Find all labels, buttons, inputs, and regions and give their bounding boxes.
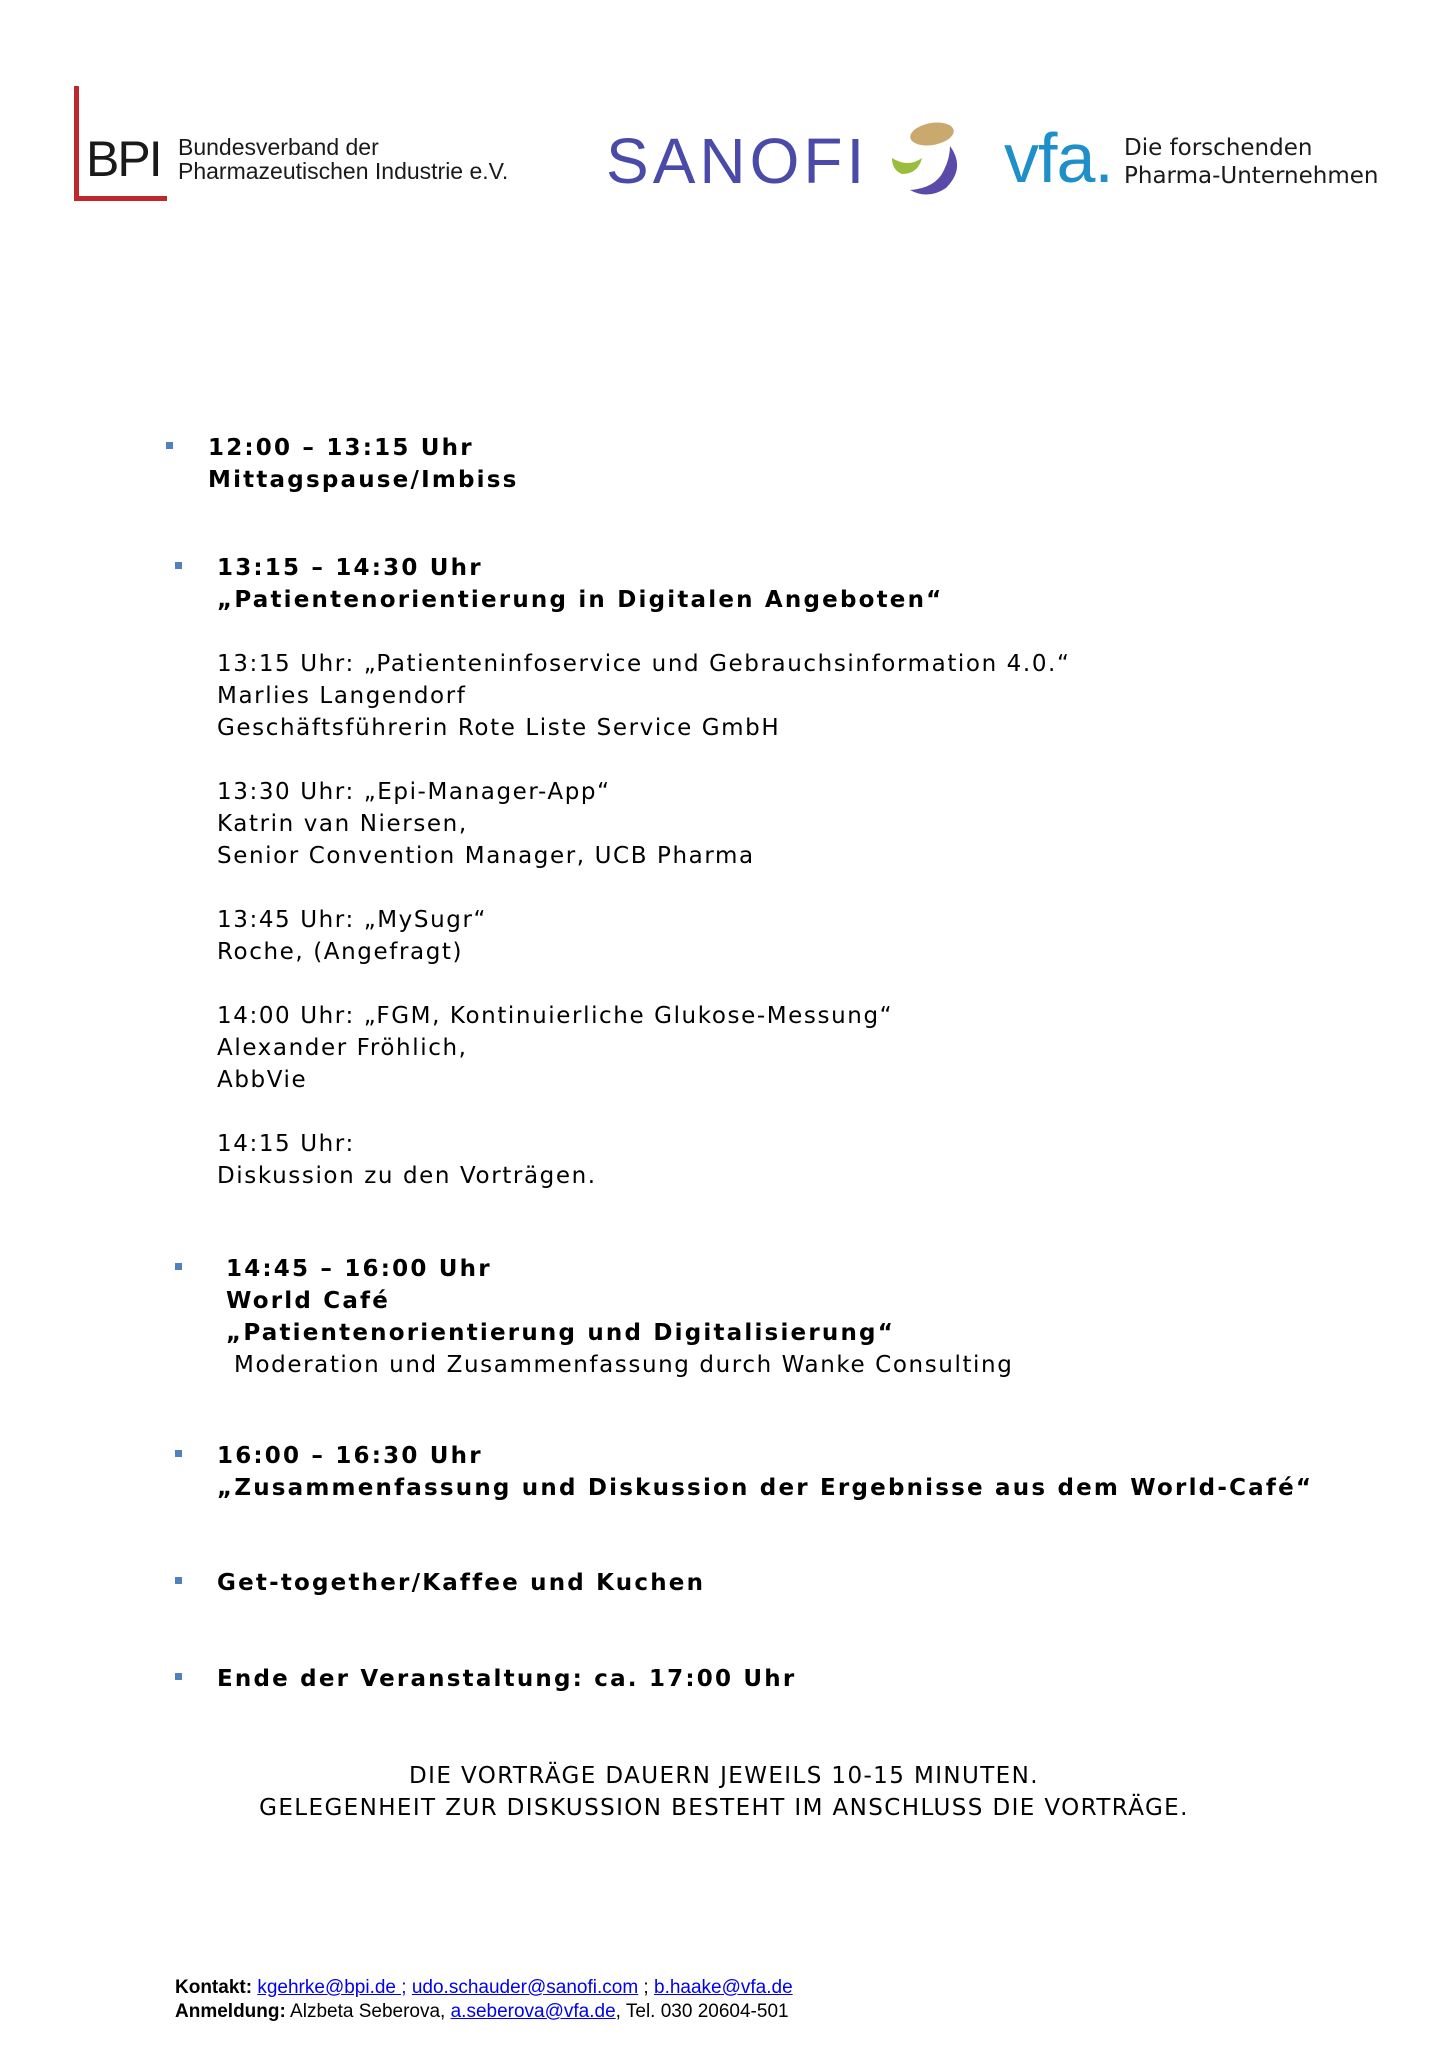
talk-title: 13:30 Uhr: „Epi-Manager-App“: [217, 779, 611, 805]
talk-title: 13:45 Uhr: „MySugr“: [217, 907, 488, 933]
duration-note: [0, 1760, 1448, 1824]
agenda-subtitle: World Café: [226, 1288, 391, 1314]
bullet-icon: [175, 562, 182, 569]
registration-label: Anmeldung:: [175, 2001, 286, 2022]
bpi-logo-name: [178, 135, 508, 183]
contact-email-bpi[interactable]: kgehrke@bpi.de ;: [257, 1977, 407, 1998]
talk-item: [217, 1000, 1071, 1096]
contact-label: Kontakt:: [175, 1977, 253, 1998]
contact-line: [175, 1976, 793, 2000]
contact-footer: [175, 1976, 793, 2024]
vfa-tag-line1: Die forschenden: [1124, 135, 1313, 161]
agenda-time: 12:00 – 13:15 Uhr: [208, 435, 474, 461]
contact-email-sanofi[interactable]: udo.schauder@sanofi.com: [411, 1977, 639, 1998]
talk-title: 14:00 Uhr: „FGM, Kontinuierliche Glukose-Messung“: [217, 1003, 894, 1029]
agenda-title: „Patientenorientierung in Digitalen Angeboten“: [217, 587, 944, 613]
talk-title: 13:15 Uhr: „Patienteninfoservice und Gebrauchsinformation 4.0.“: [217, 651, 1071, 677]
talk-affiliation: AbbVie: [217, 1067, 308, 1093]
sanofi-bird-icon: [888, 118, 968, 198]
registration-line: [175, 2000, 793, 2024]
talk-item: [217, 904, 1071, 968]
agenda-time: 13:15 – 14:30 Uhr: [217, 555, 483, 581]
talk-item: [217, 648, 1071, 744]
vfa-wordmark: vfa.: [1004, 119, 1113, 197]
bullet-icon: [166, 442, 173, 449]
agenda-title: „Patientenorientierung und Digitalisierung“: [226, 1320, 896, 1346]
talk-affiliation: Senior Convention Manager, UCB Pharma: [217, 843, 755, 869]
agenda-title: „Zusammenfassung und Diskussion der Ergebnisse aus dem World-Café“: [217, 1475, 1314, 1501]
vfa-tagline: [1124, 134, 1378, 190]
bpi-logo: [74, 86, 544, 202]
sanofi-logo: [606, 118, 976, 208]
talk-item: [217, 1128, 1071, 1192]
sanofi-wordmark: SANOFI: [606, 125, 869, 197]
agenda-title: Mittagspause/Imbiss: [208, 467, 519, 493]
talk-speaker: Diskussion zu den Vorträgen.: [217, 1163, 597, 1189]
registration-name: Alzbeta Seberova,: [285, 2001, 451, 2022]
talk-item: [217, 776, 1071, 872]
agenda-title: Get-together/Kaffee und Kuchen: [217, 1570, 706, 1596]
registration-email[interactable]: a.seberova@vfa.de: [450, 2001, 616, 2022]
talk-speaker: Katrin van Niersen,: [217, 811, 468, 837]
agenda-title: Ende der Veranstaltung: ca. 17:00 Uhr: [217, 1666, 797, 1692]
note-line1: DIE VORTRÄGE DAUERN JEWEILS 10-15 MINUTEN.: [409, 1763, 1039, 1789]
agenda-time: 16:00 – 16:30 Uhr: [217, 1443, 483, 1469]
bpi-name-line1: Bundesverband der: [178, 134, 379, 160]
talk-affiliation: Geschäftsführerin Rote Liste Service GmbH: [217, 715, 781, 741]
talk-speaker: Alexander Fröhlich,: [217, 1035, 468, 1061]
talk-title: 14:15 Uhr:: [217, 1131, 355, 1157]
vfa-tag-line2: Pharma-Unternehmen: [1124, 163, 1379, 189]
bpi-logo-abbr: BPI: [86, 131, 161, 187]
bpi-name-line2: Pharmazeutischen Industrie e.V.: [178, 158, 509, 184]
contact-email-vfa[interactable]: b.haake@vfa.de: [654, 1977, 793, 1998]
agenda-time: 14:45 – 16:00 Uhr: [226, 1256, 492, 1282]
bullet-icon: [175, 1450, 182, 1457]
talk-speaker: Marlies Langendorf: [217, 683, 467, 709]
registration-phone: , Tel. 030 20604-501: [615, 2001, 789, 2022]
agenda-moderation: Moderation und Zusammenfassung durch Wanke Consulting: [234, 1352, 1014, 1378]
note-line2: GELEGENHEIT ZUR DISKUSSION BESTEHT IM ANSCHLUSS DIE VORTRÄGE.: [259, 1795, 1189, 1821]
contact-separator: ;: [638, 1977, 654, 1998]
vfa-logo: [1004, 118, 1404, 198]
bullet-icon: [175, 1577, 182, 1584]
bullet-icon: [175, 1263, 182, 1270]
talk-speaker: Roche, (Angefragt): [217, 939, 464, 965]
bullet-icon: [175, 1673, 182, 1680]
